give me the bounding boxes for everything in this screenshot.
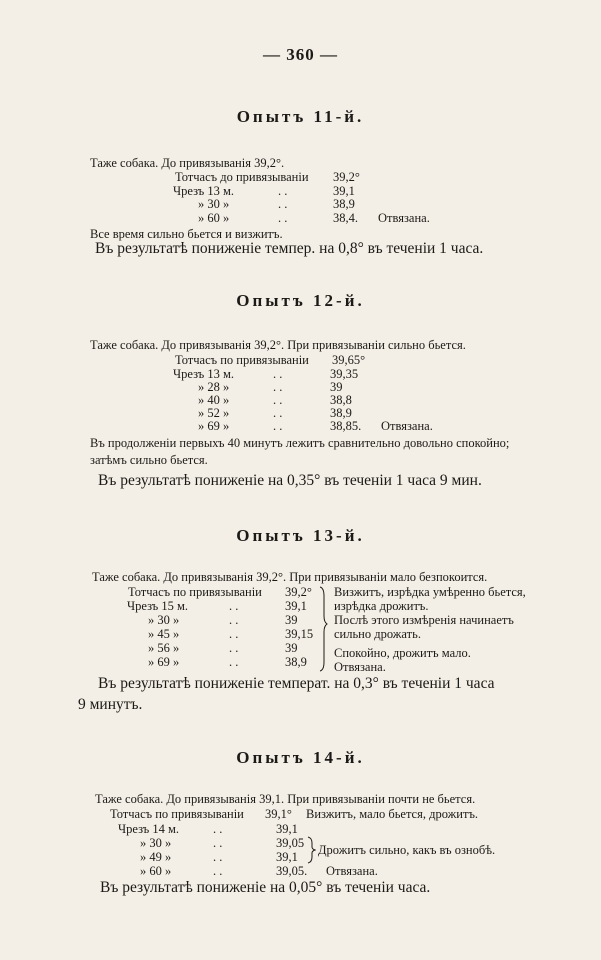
experiment-14-brace <box>306 836 316 864</box>
table-row: Чрезъ 13 м. . . 39,35 <box>173 367 359 381</box>
table-row: » 45 » . . 39,15 <box>148 627 314 641</box>
experiment-11-after: Все время сильно бьется и визжитъ. <box>90 227 283 241</box>
experiment-13-note-3: Послѣ этого измѣренія начинаетъ <box>334 613 514 627</box>
experiment-12-after-line-2: затѣмъ сильно бьется. <box>90 453 208 467</box>
experiment-14-result: Въ результатѣ пониженіе на 0,05° въ теченіи часа. <box>100 879 431 896</box>
table-row: Тотчасъ до привязываніи 39,2° <box>175 170 360 184</box>
table-row: » 49 » . . 39,1 <box>140 850 298 864</box>
table-row: » 30 » . . 39,05 <box>140 836 305 850</box>
page-number: — 360 — <box>263 45 338 64</box>
table-row: » 56 » . . 39 <box>148 641 298 655</box>
experiment-13-note-5: Спокойно, дрожитъ мало. <box>334 646 471 660</box>
table-row: » 60 » . . 39,05. Отвязана. <box>140 864 378 878</box>
table-row: Тотчасъ по привязываніи 39,65° <box>175 353 366 367</box>
experiment-14-brace-note: Дрожитъ сильно, какъ въ ознобѣ. <box>318 843 496 857</box>
experiment-13-result-line-1: Въ результатѣ пониженіе температ. на 0,3° въ теченіи 1 часа <box>98 675 495 692</box>
table-row: » 52 » . . 38,9 <box>198 406 352 420</box>
experiment-11-result: Въ результатѣ пониженіе темпер. на 0,8° въ теченіи 1 часа. <box>95 240 484 257</box>
table-row: Чрезъ 15 м. . . 39,1 <box>127 599 307 613</box>
table-row: » 30 » . . 39 <box>148 613 298 627</box>
experiment-11-intro: Таже собака. До привязыванія 39,2°. <box>90 156 285 170</box>
table-row: Чрезъ 13 м. . . 39,1 <box>173 184 355 198</box>
experiment-12-title: Опытъ 12-й. <box>236 291 365 310</box>
table-row: Тотчасъ по привязываніи 39,2° <box>128 585 312 599</box>
table-row: » 30 » . . 38,9 <box>198 197 355 211</box>
table-row: Чрезъ 14 м. . . 39,1 <box>118 822 298 836</box>
table-row: » 69 » . . 38,85. Отвязана. <box>198 419 433 433</box>
experiment-13-brace <box>318 586 328 672</box>
experiment-12-after-line-1: Въ продолженіи первыхъ 40 минутъ лежитъ сравнительно довольно спокойно; <box>90 436 510 450</box>
table-row: » 69 » . . 38,9 <box>148 655 307 669</box>
table-row: » 40 » . . 38,8 <box>198 393 352 407</box>
table-row: Тотчасъ по привязываніи 39,1° Визжитъ, мало бьется, дрожитъ. <box>110 807 479 821</box>
experiment-11-title: Опытъ 11-й. <box>236 107 365 126</box>
table-row: » 28 » . . 39 <box>198 380 343 394</box>
experiment-13-title: Опытъ 13-й. <box>236 526 365 545</box>
experiment-14-intro: Таже собака. До привязыванія 39,1. При привязываніи почти не бьется. <box>95 792 476 806</box>
experiment-12-intro: Таже собака. До привязыванія 39,2°. При привязываніи сильно бьется. <box>90 338 466 352</box>
experiment-13-note-1: Визжитъ, изрѣдка умѣренно бьется, <box>334 585 526 599</box>
experiment-13-note-6: Отвязана. <box>334 660 386 674</box>
experiment-12-result: Въ результатѣ пониженіе на 0,35° въ теченіи 1 часа 9 мин. <box>98 472 482 489</box>
table-row: » 60 » . . 38,4. Отвязана. <box>198 211 430 225</box>
experiment-13-intro: Таже собака. До привязыванія 39,2°. При привязываніи мало безпокоится. <box>92 570 488 584</box>
experiment-13-result-line-2: 9 минутъ. <box>78 696 143 713</box>
experiment-14-title: Опытъ 14-й. <box>236 748 365 767</box>
experiment-13-note-4: сильно дрожать. <box>334 627 421 641</box>
experiment-13-note-2: изрѣдка дрожитъ. <box>334 599 429 613</box>
